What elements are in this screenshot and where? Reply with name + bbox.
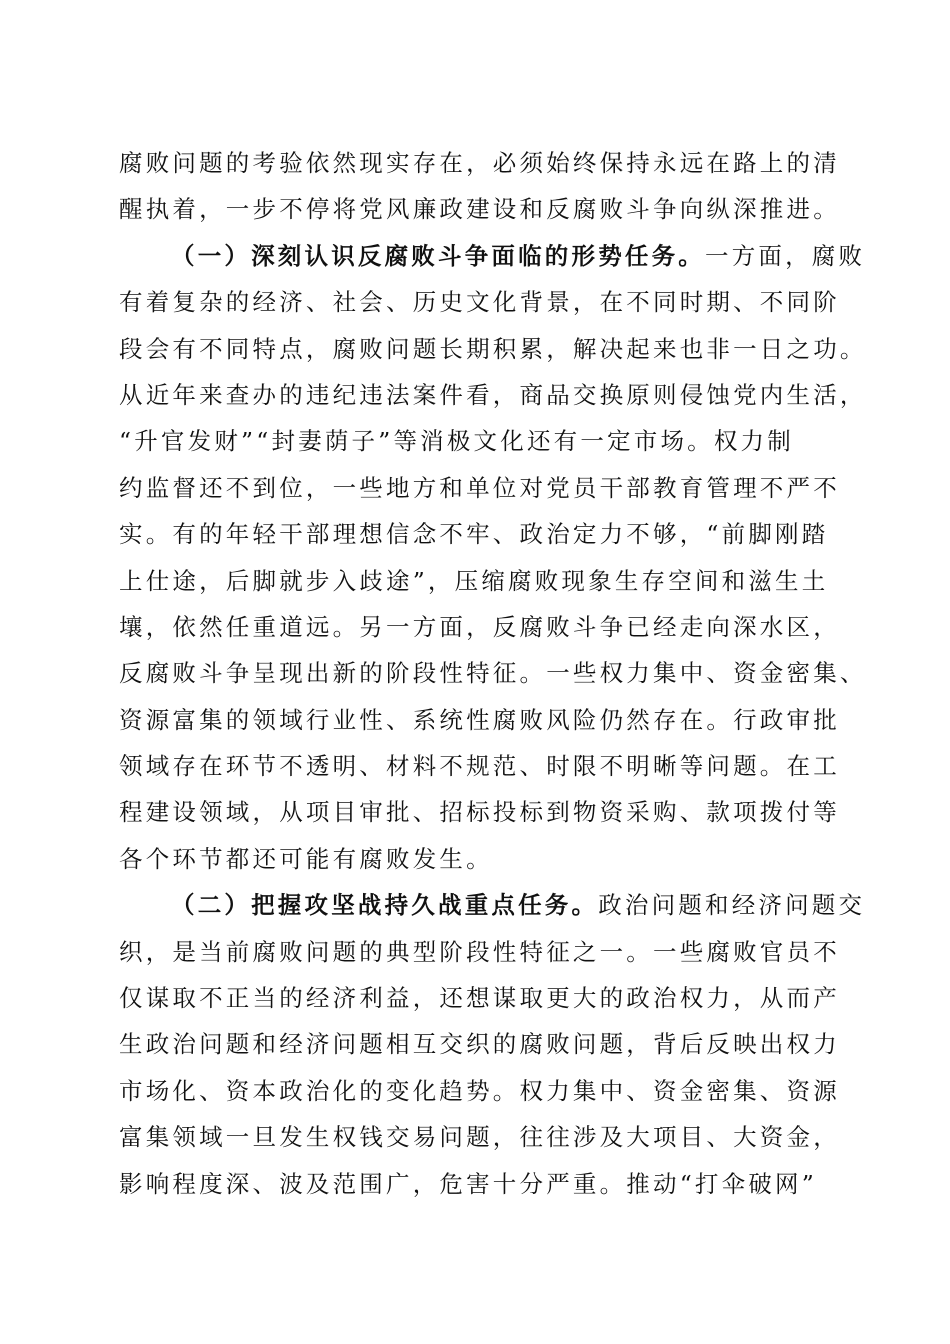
text-line xyxy=(119,743,840,789)
line-text: 资源富集的领域行业性、系统性腐败风险仍然存在。行政审批 xyxy=(119,705,840,734)
line-text: 上仕途，后脚就步入歧途”，压缩腐败现象生存空间和滋生土 xyxy=(119,566,829,595)
line-text: 富集领域一旦发生权钱交易问题，往往涉及大项目、大资金， xyxy=(119,1123,840,1152)
line-text: 实。有的年轻干部理想信念不牢、政治定力不够，“前脚刚踏 xyxy=(119,520,829,549)
section-heading: （一）深刻认识反腐败斗争面临的形势任务。 xyxy=(171,241,705,270)
line-text: 腐败问题的考验依然现实存在，必须始终保持永远在路上的清 xyxy=(119,149,840,177)
text-line xyxy=(119,1068,840,1114)
text-line xyxy=(119,465,840,511)
line-text: 各个环节都还可能有腐败发生。 xyxy=(119,844,493,873)
line-text: 仅谋取不正当的经济利益，还想谋取更大的政治权力，从而产 xyxy=(119,984,840,1013)
text-line xyxy=(119,604,840,650)
text-line xyxy=(119,372,867,418)
text-line xyxy=(119,1161,831,1207)
text-line xyxy=(119,279,840,325)
text-line xyxy=(119,418,831,464)
section-one-first-line xyxy=(119,233,866,279)
line-text: 一方面，腐败 xyxy=(705,241,866,270)
text-line xyxy=(119,929,840,975)
line-text: 市场化、资本政治化的变化趋势。权力集中、资金密集、资源 xyxy=(119,1076,840,1105)
line-text: 壤，依然任重道远。另一方面，反腐败斗争已经走向深水区， xyxy=(119,612,840,641)
text-line xyxy=(119,1021,840,1067)
line-text: 醒执着，一步不停将党风廉政建设和反腐败斗争向纵深推进。 xyxy=(119,195,840,224)
line-text: 从近年来查办的违纪违法案件看，商品交换原则侵蚀党内生活， xyxy=(119,380,867,409)
text-line xyxy=(119,326,867,372)
line-text: 织，是当前腐败问题的典型阶段性特征之一。一些腐败官员不 xyxy=(119,937,840,966)
section-two-first-line xyxy=(119,882,866,928)
line-text: 段会有不同特点，腐败问题长期积累，解决起来也非一日之功。 xyxy=(119,334,867,363)
line-text: 生政治问题和经济问题相互交织的腐败问题，背后反映出权力 xyxy=(119,1030,840,1059)
line-text: 程建设领域，从项目审批、招标投标到物资采购、款项拨付等 xyxy=(119,798,840,827)
line-text: 领域存在环节不透明、材料不规范、时限不明晰等问题。在工 xyxy=(119,752,840,781)
text-line xyxy=(119,186,840,232)
body-text xyxy=(119,140,867,1207)
text-line xyxy=(119,511,831,557)
section-heading: （二）把握攻坚战持久战重点任务。 xyxy=(171,891,599,920)
line-text: “升官发财”“封妻荫子”等消极文化还有一定市场。权力制 xyxy=(119,427,794,456)
text-line xyxy=(119,836,831,882)
text-line xyxy=(119,558,831,604)
line-text: 约监督还不到位，一些地方和单位对党员干部教育管理不严不 xyxy=(119,473,840,502)
line-text: 反腐败斗争呈现出新的阶段性特征。一些权力集中、资金密集、 xyxy=(119,659,867,688)
line-text: 影响程度深、波及范围广，危害十分严重。推动“打伞破网” xyxy=(119,1169,817,1198)
line-text: 政治问题和经济问题交 xyxy=(598,891,866,920)
line-text: 有着复杂的经济、社会、历史文化背景，在不同时期、不同阶 xyxy=(119,288,840,317)
text-line xyxy=(119,140,840,186)
text-line xyxy=(119,697,840,743)
text-line xyxy=(119,1114,840,1160)
text-line xyxy=(119,650,867,696)
text-line xyxy=(119,975,840,1021)
text-line xyxy=(119,789,840,835)
